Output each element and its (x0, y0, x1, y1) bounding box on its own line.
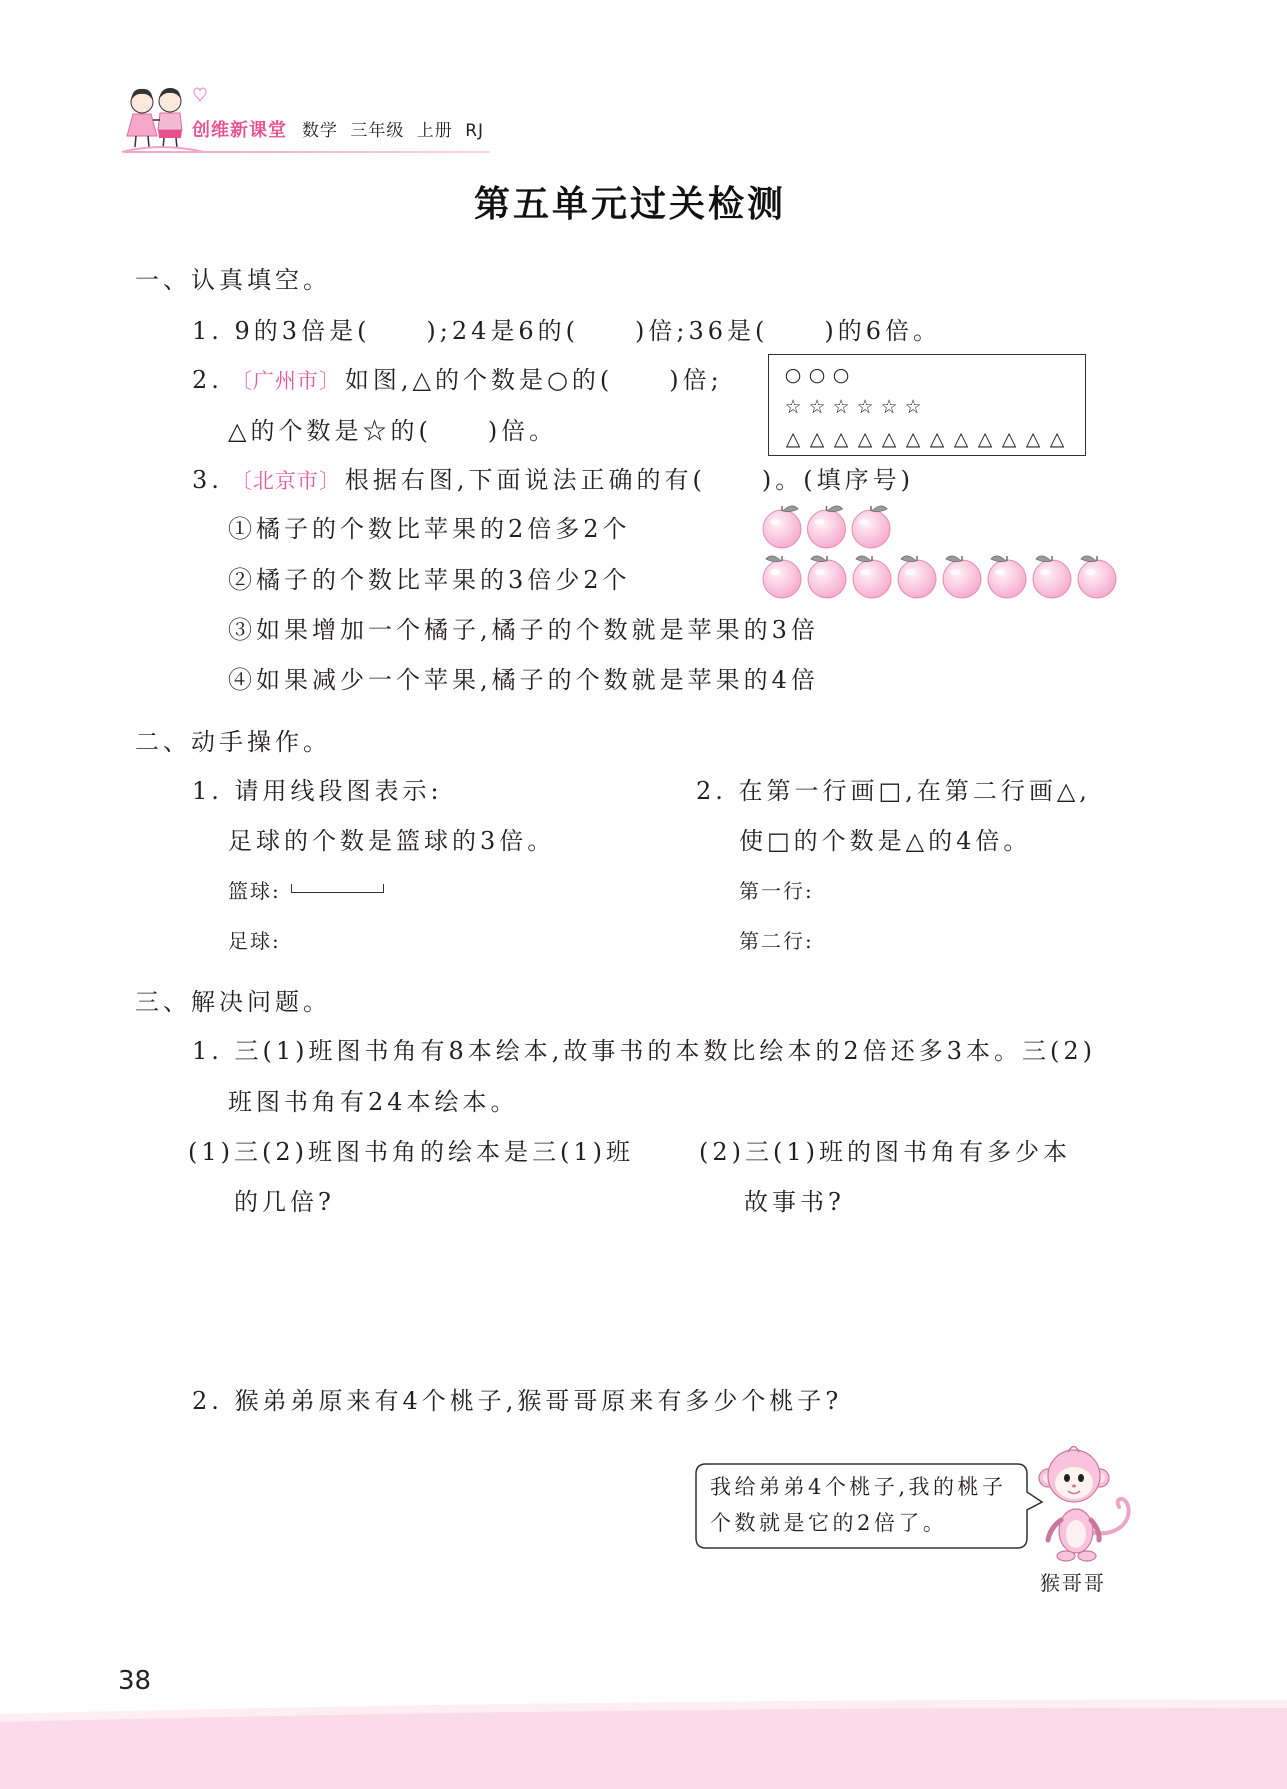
boy-leg (176, 138, 177, 148)
fruit-highlight (815, 569, 825, 575)
fruit-leaf (856, 556, 871, 562)
boy-figure (158, 88, 182, 148)
second-row-label: 第二行: (739, 929, 814, 953)
orange-picture (1078, 556, 1116, 598)
fruit-body (808, 560, 846, 598)
star-shape: ☆ (808, 396, 826, 418)
circle-shape: ○ (784, 364, 802, 386)
sub-question-2-line-2: 故事书? (744, 1188, 845, 1216)
monkey-foot (1057, 1551, 1075, 1561)
fruit-body (853, 560, 891, 598)
book-info: 数学 三年级 上册 RJ (302, 121, 485, 141)
speech-line-1: 我给弟弟4个桃子,我的桃子 (710, 1475, 1007, 1499)
triangle-shape: △ (977, 428, 993, 450)
orange-picture (943, 556, 981, 598)
heart-icon (194, 88, 206, 101)
fruit-body (1033, 560, 1071, 598)
question-2-2-line-2: 使□的个数是△的4倍。 (739, 827, 1032, 855)
option-2: ②橘子的个数比苹果的3倍少2个 (228, 566, 631, 594)
orange-picture (763, 556, 801, 598)
fruit-body (1078, 560, 1116, 598)
fruit-leaf (1081, 556, 1096, 562)
question-number: 3. (192, 466, 223, 494)
fruit-leaf (811, 556, 826, 562)
fruit-highlight (950, 569, 960, 575)
question-1-3 (192, 463, 914, 498)
orange-picture (898, 556, 936, 598)
triangle-shape: △ (809, 428, 825, 450)
apple-picture (808, 506, 846, 548)
source-tag: 〔北京市〕 (230, 469, 341, 493)
fruit-highlight (860, 569, 870, 575)
section-3-heading: 三、解决问题。 (135, 988, 331, 1016)
basketball-segment (291, 884, 384, 893)
orange-picture (1033, 556, 1071, 598)
triangle-shape: △ (905, 428, 921, 450)
question-1-2-line-1 (192, 363, 723, 398)
fruit-highlight (770, 569, 780, 575)
question-3-1-line-2: 班图书角有24本绘本。 (228, 1088, 519, 1116)
question-number: 2. (192, 366, 223, 394)
fruit-leaf (946, 556, 961, 562)
boy-shirt (158, 113, 182, 130)
fruit-highlight (770, 519, 780, 525)
question-3-2: 2. 猴弟弟原来有4个桃子,猴哥哥原来有多少个桃子? (192, 1387, 843, 1415)
triangle-shape: △ (1025, 428, 1041, 450)
fruit-body (808, 510, 846, 548)
fruit-leaf (991, 556, 1006, 562)
triangle-shape: △ (929, 428, 945, 450)
basketball-label: 篮球: (228, 879, 281, 903)
apple-picture (852, 506, 890, 548)
question-3-1-line-1: 1. 三(1)班图书角有8本绘本,故事书的本数比绘本的2倍还多3本。三(2) (192, 1037, 1096, 1065)
speech-line-2: 个数就是它的2倍了。 (710, 1511, 948, 1535)
brand-name: 创维新课堂 (192, 120, 287, 141)
girl-figure (127, 89, 157, 147)
question-1-1: 1. 9的3倍是( );24是6的( )倍;36是( )的6倍。 (192, 317, 942, 345)
sub-question-1-line-1: (1)三(2)班图书角的绘本是三(1)班 (188, 1138, 634, 1166)
star-shape: ☆ (904, 396, 922, 418)
fruit-highlight (859, 519, 869, 525)
fruit-leaf (872, 506, 887, 512)
fruit-body (898, 560, 936, 598)
monkey-foot (1078, 1551, 1096, 1561)
star-shape: ☆ (856, 396, 874, 418)
triangle-shape: △ (857, 428, 873, 450)
page-number: 38 (118, 1666, 152, 1696)
triangle-shape: △ (833, 428, 849, 450)
orange-picture (808, 556, 846, 598)
fruit-body (943, 560, 981, 598)
circle-shape: ○ (832, 364, 850, 386)
speaker-label: 猴哥哥 (1040, 1571, 1106, 1595)
monkey-eye (1064, 1474, 1070, 1482)
fruit-leaf (766, 556, 781, 562)
fruit-body (852, 510, 890, 548)
question-text: 如图,△的个数是○的( )倍; (344, 366, 723, 394)
question-2-1-line-1: 1. 请用线段图表示: (192, 777, 443, 805)
triangle-shape: △ (881, 428, 897, 450)
section-2-heading: 二、动手操作。 (135, 728, 331, 756)
monkey-nose (1072, 1485, 1076, 1488)
monkey-illustration (1024, 1440, 1144, 1568)
orange-picture (853, 556, 891, 598)
triangle-shape: △ (1001, 428, 1017, 450)
orange-picture (988, 556, 1026, 598)
girl-leg (148, 136, 149, 147)
monkey-belly (1066, 1520, 1086, 1548)
first-row-label: 第一行: (739, 879, 814, 903)
question-1-2-line-2: △的个数是☆的( )倍。 (228, 417, 558, 445)
triangle-shape: △ (1049, 428, 1065, 450)
star-shape: ☆ (832, 396, 850, 418)
sub-question-2-line-1: (2)三(1)班的图书角有多少本 (699, 1138, 1071, 1166)
girl-dress (127, 114, 157, 136)
triangle-shape: △ (953, 428, 969, 450)
fruit-leaf (828, 506, 843, 512)
option-4: ④如果减少一个苹果,橘子的个数就是苹果的4倍 (228, 666, 819, 694)
question-2-2-line-1: 2. 在第一行画□,在第二行画△, (696, 777, 1091, 805)
fruit-body (763, 510, 801, 548)
kids-logo (120, 80, 210, 156)
star-row (781, 393, 925, 421)
football-label: 足球: (228, 929, 281, 953)
fruit-body (763, 560, 801, 598)
question-text: 根据右图,下面说法正确的有( )。(填序号) (344, 466, 914, 494)
circle-row (781, 361, 853, 389)
star-shape: ☆ (880, 396, 898, 418)
sub-question-1-line-2: 的几倍? (234, 1188, 335, 1216)
fruit-leaf (901, 556, 916, 562)
source-tag: 〔广州市〕 (230, 369, 341, 393)
apple-picture (763, 506, 801, 548)
boy-shorts (158, 130, 182, 138)
monkey-eye (1078, 1474, 1084, 1482)
section-1-heading: 一、认真填空。 (135, 266, 331, 294)
triangle-shape: △ (785, 428, 801, 450)
fruit-leaf (1036, 556, 1051, 562)
triangle-row (781, 425, 1069, 453)
option-3: ③如果增加一个橘子,橘子的个数就是苹果的3倍 (228, 616, 819, 644)
fruit-highlight (1085, 569, 1095, 575)
circle-shape: ○ (808, 364, 826, 386)
footer-band (0, 1690, 1287, 1789)
speech-bubble (690, 1452, 1050, 1556)
star-shape: ☆ (784, 396, 802, 418)
fruit-leaf (783, 506, 798, 512)
shape-figure-box (768, 354, 1086, 456)
option-1: ①橘子的个数比苹果的2倍多2个 (228, 515, 631, 543)
fruit-highlight (905, 569, 915, 575)
fruit-highlight (1040, 569, 1050, 575)
fruit-highlight (995, 569, 1005, 575)
fruit-body (988, 560, 1026, 598)
question-2-1-line-2: 足球的个数是篮球的3倍。 (228, 827, 556, 855)
girl-leg (135, 136, 136, 147)
page-title: 第五单元过关检测 (474, 184, 787, 225)
header-divider (125, 151, 490, 153)
fruit-figure (755, 500, 1125, 612)
fruit-highlight (815, 519, 825, 525)
